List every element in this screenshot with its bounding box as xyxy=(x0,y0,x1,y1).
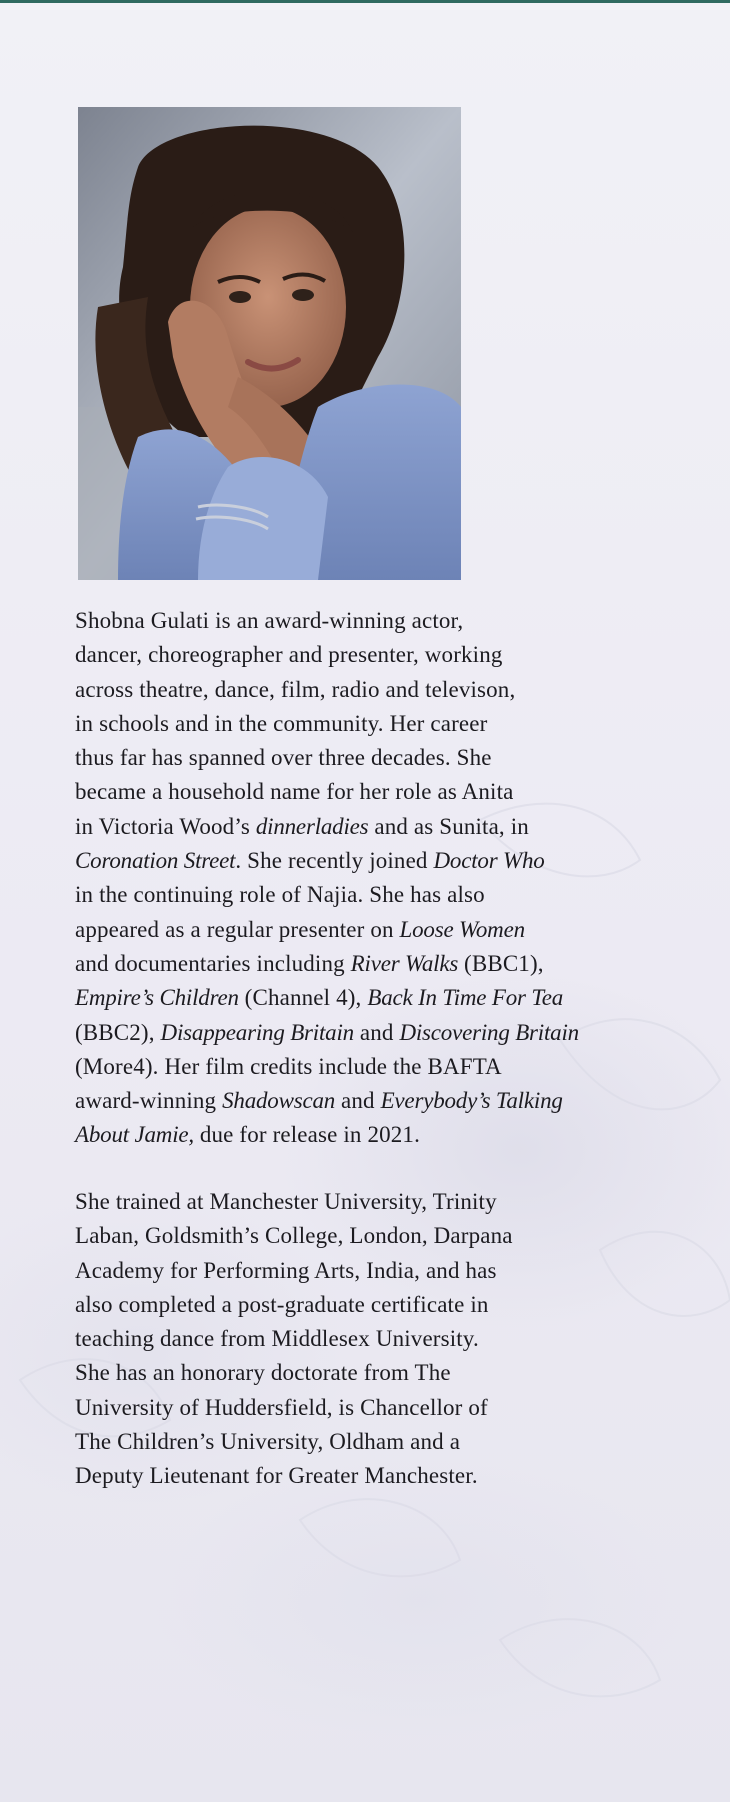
bio-line: Deputy Lieutenant for Greater Manchester. xyxy=(75,1463,478,1489)
bio-line xyxy=(75,913,655,947)
title-everybodys-talking: Everybody’s Talking xyxy=(380,1088,563,1114)
bio-line: (More4). Her film credits include the BAFTA xyxy=(75,1053,502,1079)
bio-line: She has an honorary doctorate from The xyxy=(75,1360,451,1386)
bio-paragraph-2 xyxy=(75,1185,655,1494)
bio-line xyxy=(75,1016,655,1050)
bio-line xyxy=(75,981,655,1015)
bio-line: University of Huddersfield, is Chancellor of xyxy=(75,1394,488,1420)
bio-line xyxy=(75,810,655,844)
bio-text: and documentaries including xyxy=(75,950,351,976)
bio-text: and as Sunita, in xyxy=(368,813,529,839)
bio-text: (Channel 4), xyxy=(238,985,368,1011)
title-about-jamie: About Jamie, xyxy=(75,1122,194,1148)
title-doctor-who: Doctor Who xyxy=(433,848,545,874)
bio-line: in the continuing role of Najia. She has also xyxy=(75,882,485,908)
bio-line: thus far has spanned over three decades. She xyxy=(75,745,492,771)
bio-text: in Victoria Wood’s xyxy=(75,813,256,839)
title-river-walks: River Walks xyxy=(350,950,459,976)
portrait-illustration xyxy=(78,107,461,580)
bio-line: became a household name for her role as Anita xyxy=(75,779,514,805)
bio-line xyxy=(75,844,655,878)
title-discovering-britain: Discovering Britain xyxy=(399,1019,579,1045)
bio-line: Laban, Goldsmith’s College, London, Darpana xyxy=(75,1223,513,1249)
title-dinnerladies: dinnerladies xyxy=(255,813,369,839)
title-shadowscan: Shadowscan xyxy=(222,1088,336,1114)
bio-line: also completed a post-graduate certificate in xyxy=(75,1291,489,1317)
title-disappearing-britain: Disappearing Britain xyxy=(160,1019,354,1045)
bio-text: . She recently joined xyxy=(235,848,434,874)
bio-line: across theatre, dance, film, radio and televison, xyxy=(75,676,516,702)
bio-line: The Children’s University, Oldham and a xyxy=(75,1429,461,1455)
bio-line xyxy=(75,947,655,981)
bio-text: and xyxy=(353,1019,400,1045)
bio-line: Shobna Gulati is an award-winning actor, xyxy=(75,608,464,633)
bio-text: and xyxy=(335,1088,381,1114)
title-empires-children: Empire’s Children xyxy=(75,985,239,1011)
title-back-in-time-for-tea: Back In Time For Tea xyxy=(367,985,564,1011)
bio-line xyxy=(75,1084,655,1118)
title-loose-women: Loose Women xyxy=(399,916,525,942)
bio-text: due for release in 2021. xyxy=(193,1122,420,1148)
bio-text: award-winning xyxy=(75,1088,223,1114)
bio-line: She trained at Manchester University, Trinity xyxy=(75,1189,497,1214)
bio-text: (BBC2), xyxy=(75,1019,161,1045)
bio-line: in schools and in the community. Her career xyxy=(75,710,488,736)
bio-line: Academy for Performing Arts, India, and has xyxy=(75,1257,497,1283)
author-portrait-photo xyxy=(78,107,461,580)
bio-text: (BBC1), xyxy=(458,950,544,976)
bio-line: dancer, choreographer and presenter, working xyxy=(75,642,503,668)
bio-paragraph-1 xyxy=(75,604,655,1153)
bio-text: appeared as a regular presenter on xyxy=(75,916,400,942)
bio-line: teaching dance from Middlesex University. xyxy=(75,1326,479,1352)
bio-line xyxy=(75,1118,655,1152)
title-coronation-street: Coronation Street xyxy=(75,848,236,874)
